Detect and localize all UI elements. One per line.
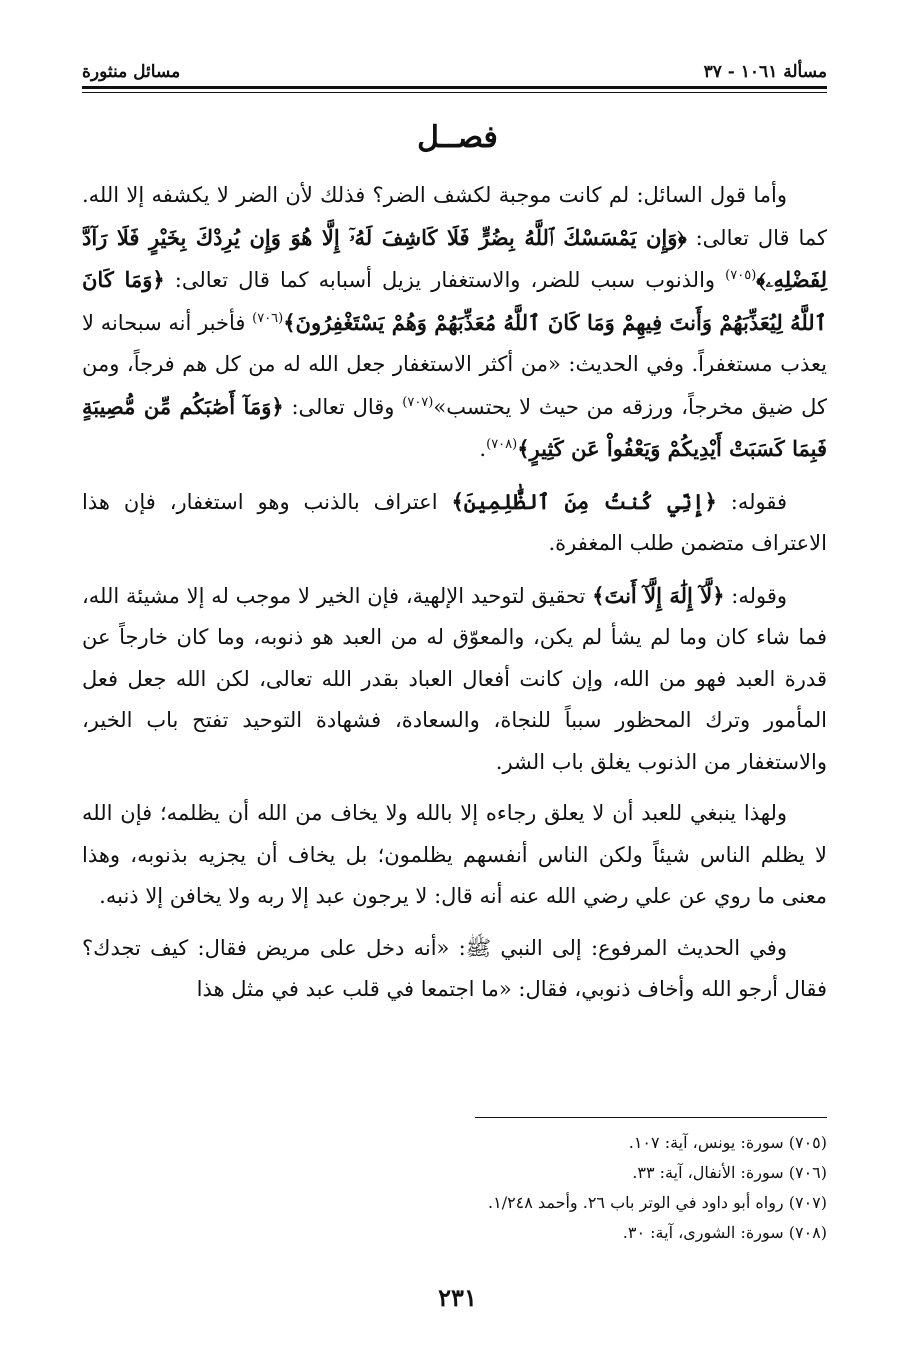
quran-quote: ﴿وَمَآ أَصَٰبَكُم مِّن مُّصِيبَةٍ فَبِمَا كَسَبَتْ أَيْدِيكُمْ وَيَعْفُواْ عَن كَثِيرٍ﴾ [82,393,827,461]
text-run: فأخبر أنه سبحانه لا يعذب مستغفراً. وفي الحديث: «من أكثر الاستغفار جعل الله له من كل هم فرجاً، ومن كل ضيق مخرجاً، ورزقه من حيث لا يحتسب» [82,310,827,419]
text-run: وقال تعالى: [283,394,403,419]
footnote: (٧٠٥) سورة: يونس، آية: ١٠٧. [628,1133,827,1152]
footnote-marker: (٧٠٦) [252,310,284,326]
paragraph [82,928,827,1011]
header-book-title: مسائل منثورة [82,62,181,82]
running-header [82,56,827,82]
paragraph [82,575,827,784]
quran-quote: ﴿لَّآ إِلَٰهَ إِلَّآ أَنتَ﴾ [592,582,725,608]
section-title: فصــل [417,120,498,155]
text-run: وفي الحديث المرفوع: إلى النبي ﷺ: «أنه دخل على مريض فقال: كيف تجدك؟ فقال أرجو الله وأخاف ذنوبي، فقال: «ما اجتمعا في قلب عبد في مثل هذا [82,935,827,1001]
footnote: (٧٠٦) سورة: الأنفال، آية: ٣٣. [632,1163,827,1182]
header-rule [82,86,827,93]
body-text [82,175,827,1021]
paragraph [82,175,827,471]
quran-quote: ﴿وَمَا كَانَ ٱللَّهُ لِيُعَذِّبَهُمْ وَأَنتَ فِيهِمْ وَمَا كَانَ ٱللَّهُ مُعَذِّبَهُمْ وَهُمْ يَسْتَغْفِرُونَ﴾ [82,267,827,335]
footnote-marker: (٧٠٧) [402,394,434,410]
footnote-marker: (٧٠٥) [725,268,757,283]
text-run: والذنوب سبب للضر، والاستغفار يزيل أسبابه كما قال تعالى: [164,268,726,292]
paragraph [82,793,827,918]
text-run: ولهذا ينبغي للعبد أن لا يعلق رجاءه إلا بالله ولا يخاف من الله أن يظلمه؛ فإن الله لا يظلم الناس شيئاً ولكن الناس أنفسهم يظلمون؛ بل يخاف أن يجزيه بذنوبه، وهذا معنى ما روي عن علي رضي الله عنه أنه قال: لا يرجون عبد إلا ربه ولا يخافن إلا ذنبه. [82,801,827,908]
quran-quote: ﴿إِنِّي كُنتُ مِنَ ٱلظَّٰلِمِينَ﴾ [451,488,717,514]
text-run: وأما قول السائل: لم كانت موجبة لكشف الضر؟ فذلك لأن الضر لا يكشفه إلا الله. كما قال تعالى: [82,183,828,250]
footnotes-rule [475,1117,827,1118]
footnote: (٧٠٨) سورة: الشورى، آية: ٣٠. [622,1223,827,1242]
page-number: ٢٣١ [438,1283,477,1312]
header-issue-number: مسألة ١٠٦١ - ٣٧ [703,62,827,82]
footnotes [82,1128,827,1248]
footnote-marker: (٧٠٨) [486,437,518,452]
text-run: اعتراف بالذنب وهو استغفار، فإن هذا الاعتراف متضمن طلب المغفرة. [82,489,827,555]
footnote: (٧٠٧) رواه أبو داود في الوتر باب ٢٦. وأحمد ١/٢٤٨. [488,1193,827,1212]
text-run: . [479,437,487,461]
quran-quote: ﴿وَإِن يَمْسَسْكَ ٱللَّهُ بِضُرٍّ فَلَا كَاشِفَ لَهُۥٓ إِلَّا هُوَ وَإِن يُرِدْكَ بِخَيْرٍ فَلَا رَآدَّ لِفَضْلِهِۦ﴾ [82,224,827,292]
text-run: تحقيق لتوحيد الإلهية، فإن الخير لا موجب له إلا مشيئة الله، فما شاء كان وما لم يشأ لم يكن، والمعوّق له من العبد هو ذنوبه، وما كان خارجاً عن قدرة العبد فهو من الله، وإن كانت أفعال العباد بقدر الله تعالى، لكن الله جعل فعل المأمور وترك المحظور سبباً للنجاة، والسعادة، فشهادة التوحيد تفتح باب الخير، والاستغفار من الذنوب يغلق باب الشر. [82,583,827,774]
paragraph [82,481,827,565]
text-run: وقوله: [724,583,788,608]
text-run: فقوله: [716,489,787,514]
